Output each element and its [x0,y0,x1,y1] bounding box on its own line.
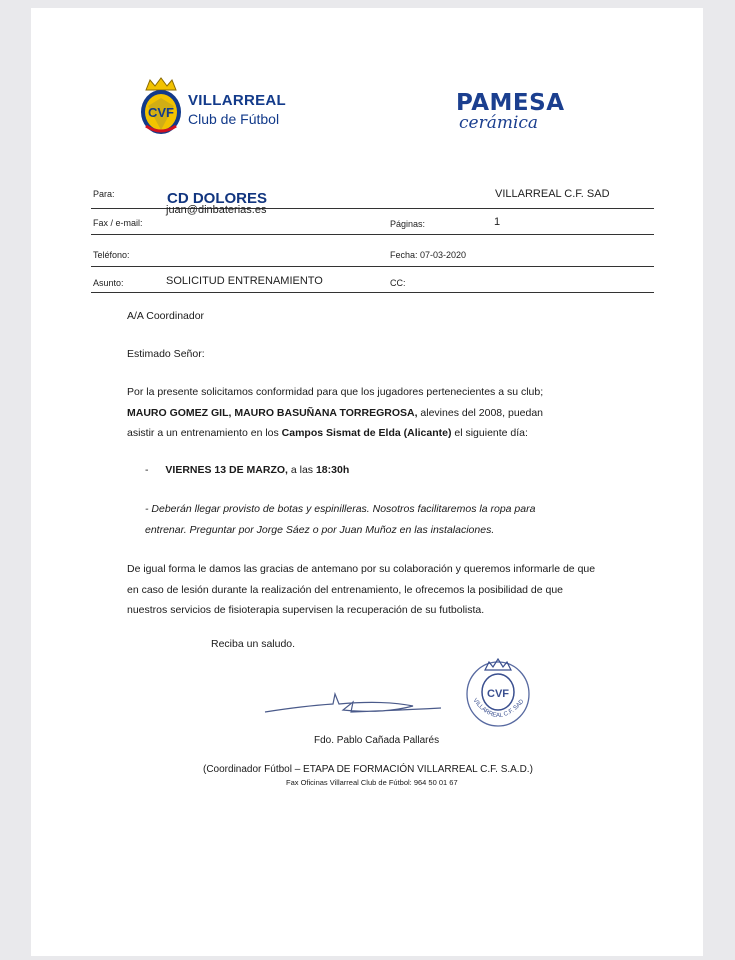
request-text: el siguiente día: [451,427,528,439]
fax-document [31,8,703,956]
sponsor-subtitle: cerámica [459,113,539,133]
club-name: VILLARREAL [188,92,286,109]
note-line-2: entrenar. Preguntar por Jorge Sáez o por Juan Muñoz en las instalaciones. [145,523,495,536]
divider [91,234,654,235]
email-value: juan@dinbaterias.es [166,204,267,216]
venue: Campos Sismat de Elda (Alicante) [281,427,452,439]
signer-role: (Coordinador Fútbol – ETAPA DE FORMACIÓN VILLARREAL C.F. S.A.D.) [203,764,533,775]
cc-label: CC: [390,278,406,288]
closing: Reciba un saludo. [211,638,296,650]
thanks-line-2: en caso de lesión durante la realización del entrenamiento, le ofrecemos la posibilidad de que [127,583,564,596]
villarreal-badge-icon [138,76,184,138]
greeting: Estimado Señor: [127,348,205,360]
sponsor-name: PAMESA [456,90,565,116]
thanks-line-1: De igual forma le damos las gracias de antemano por su colaboración y queremos informarle de que [127,563,596,575]
request-line-1: Por la presente solicitamos conformidad para que los jugadores pertenecientes a su club; [127,386,544,398]
paginas-value: 1 [494,216,501,228]
fecha-label: Fecha: 07-03-2020 [390,250,467,260]
request-line-2 [127,403,607,424]
fax-email-label: Fax / e-mail: [93,218,143,228]
fax-contact: Fax Oficinas Villarreal Club de Fútbol: 964 50 01 67 [286,778,458,787]
recipient-name: CD DOLORES [167,190,268,207]
club-stamp-icon [463,654,533,728]
training-day: VIERNES 13 DE MARZO, [165,464,288,476]
svg-text:CVF: CVF [487,688,509,700]
paragraph-thanks [127,559,613,621]
asunto-label: Asunto: [93,278,124,288]
paginas-label: Páginas: [390,219,426,229]
divider [91,266,654,267]
schedule-text: a las [287,464,316,476]
note-line-1: - Deberán llegar provisto de botas y espinilleras. Nosotros facilitaremos la ropa para [145,503,536,515]
player-names: MAURO GOMEZ GIL, MAURO BASUÑANA TORREGROSA, [127,406,418,419]
sender-name: VILLARREAL C.F. SAD [495,188,610,200]
schedule-bullet [145,460,625,481]
badge-letters: CVF [148,105,174,120]
signer-name: Fdo. Pablo Cañada Pallarés [314,735,440,746]
thanks-line-3: nuestros servicios de fisioterapia supervisen la recuperación de su futbolista. [127,604,485,616]
request-text: asistir a un entrenamiento en los [127,427,282,439]
para-label: Para: [93,189,115,199]
divider [91,292,654,293]
request-line-3 [127,423,607,444]
attention-line: A/A Coordinador [127,310,205,322]
training-time: 18:30h [315,464,350,476]
svg-text:VILLARREAL C.F. SAD [471,698,525,719]
telefono-label: Teléfono: [93,250,130,260]
club-subtitle: Club de Fútbol [188,111,280,127]
request-text: alevines del 2008, puedan [417,406,544,419]
paragraph-request [127,382,607,444]
signature-scribble [263,690,443,720]
stamp-text: VILLARREAL C.F. SAD [471,697,526,720]
equipment-note [145,499,607,540]
asunto-value: SOLICITUD ENTRENAMIENTO [166,275,323,287]
bullet-dash: - [145,464,149,476]
